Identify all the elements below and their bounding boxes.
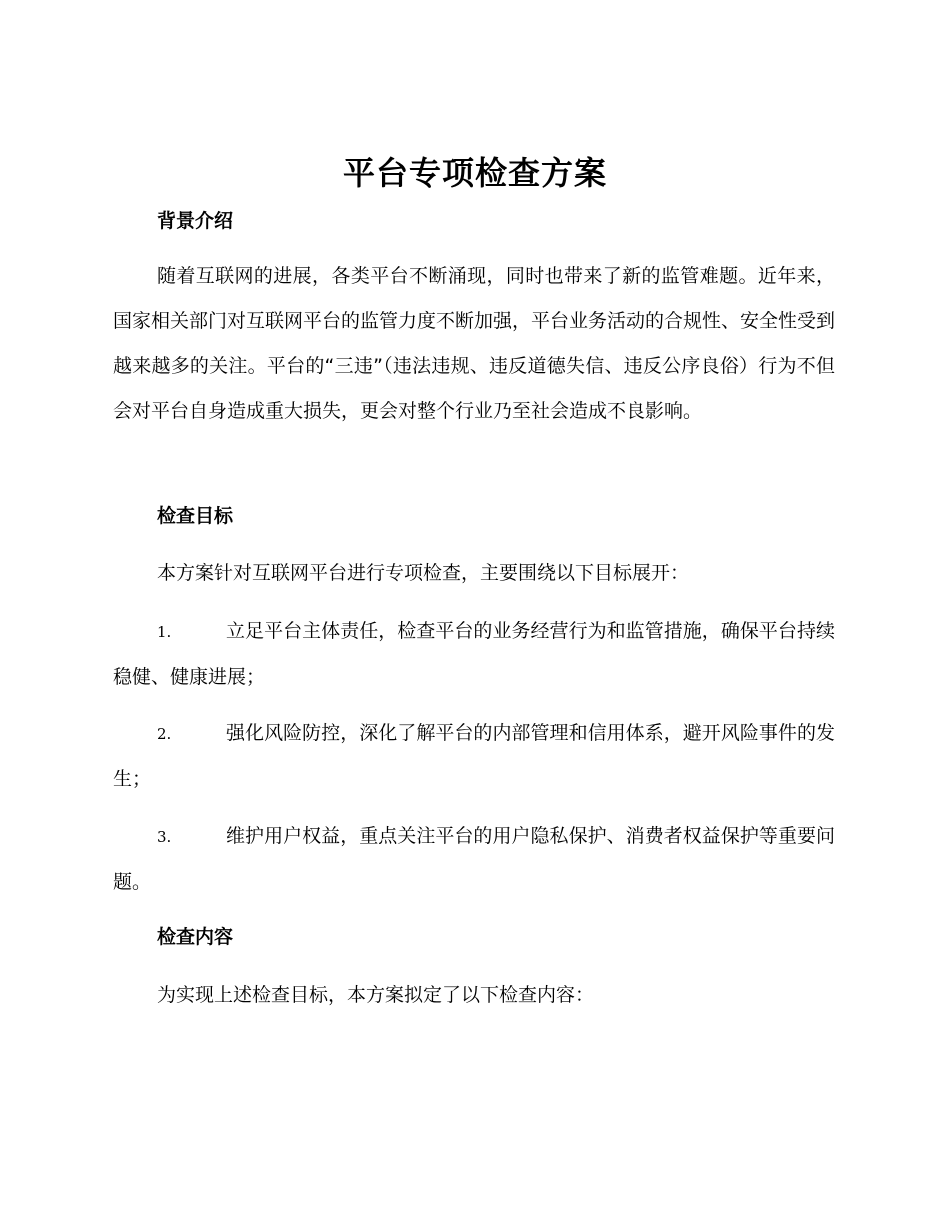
section-heading-content: 检查内容 xyxy=(157,926,234,948)
list-item-number: 2. xyxy=(157,725,172,743)
section-paragraph-goals: 本方案针对互联网平台进行专项检查，主要围绕以下目标展开： xyxy=(157,562,690,584)
list-item xyxy=(113,814,835,905)
list-item-number: 3. xyxy=(157,828,172,846)
section-heading-background: 背景介绍 xyxy=(157,210,234,232)
list-item-text: 强化风险防控，深化了解平台的内部管理和信用体系，避开风险事件的发生； xyxy=(113,722,835,790)
list-item-text: 维护用户权益，重点关注平台的用户隐私保护、消费者权益保护等重要问题。 xyxy=(113,825,835,893)
section-paragraph-background: 随着互联网的进展，各类平台不断涌现，同时也带来了新的监管难题。近年来，国家相关部门对互联网平台的监管力度不断加强，平台业务活动的合规性、安全性受到越来越多的关注。平台的“三违”（违法违规、违反道德失信、违反公序良俗）行为不但会对平台自身造成重大损失，更会对整个行业乃至社会造成不良影响。 xyxy=(113,265,836,422)
list-item-number: 1. xyxy=(157,623,172,641)
list-item xyxy=(113,711,835,802)
list-item-text: 立足平台主体责任，检查平台的业务经营行为和监管措施，确保平台持续稳健、健康进展； xyxy=(113,620,835,688)
document-title: 平台专项检查方案 xyxy=(342,154,607,192)
section-heading-goals: 检查目标 xyxy=(157,505,234,527)
list-item xyxy=(113,609,835,700)
section-paragraph-content: 为实现上述检查目标，本方案拟定了以下检查内容： xyxy=(157,984,595,1006)
